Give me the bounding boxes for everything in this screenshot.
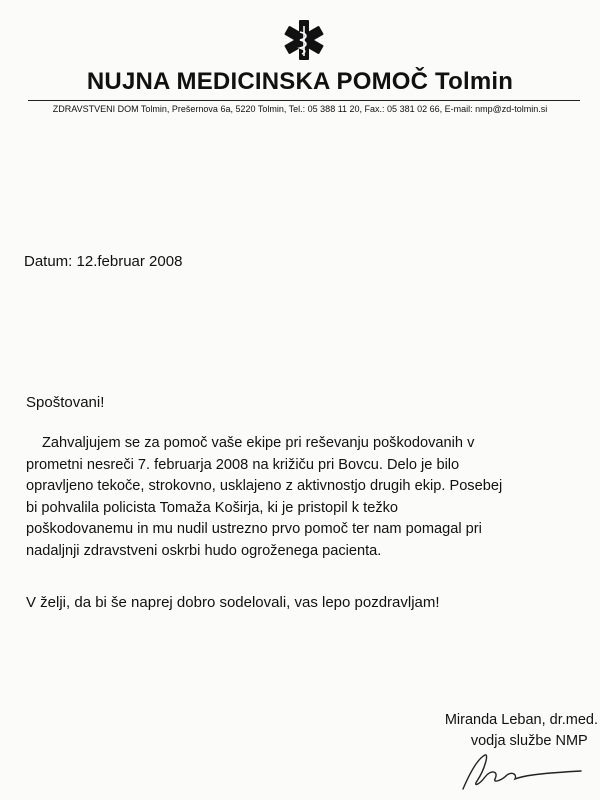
salutation: Spoštovani!	[26, 394, 105, 411]
body-line: poškodovanemu in mu nudil ustrezno prvo pomoč ter nam pomagal pri	[26, 521, 482, 537]
body-line: prometni nesreči 7. februarja 2008 na križiču pri Bovcu. Delo je bilo	[26, 456, 460, 473]
star-of-life-icon	[282, 18, 326, 62]
closing-sentence: V želji, da bi še naprej dobro sodelovali, vas lepo pozdravljam!	[26, 594, 440, 611]
letter-date: Datum: 12.februar 2008	[24, 253, 183, 270]
body-line: bi pohvalila policista Tomaža Koširja, ki je pristopil k težko	[26, 499, 399, 516]
signer-role: vodja službe NMP	[470, 733, 588, 749]
contact-line: ZDRAVSTVENI DOM Tolmin, Prešernova 6a, 5220 Tolmin, Tel.: 05 388 11 20, Fax.: 05 381 02 66, E-mail: nmp@zd-tolmin.si	[52, 104, 548, 114]
header-divider	[28, 100, 580, 101]
handwritten-signature	[455, 745, 585, 795]
signer-name: Miranda Leban, dr.med.	[444, 712, 598, 728]
body-line: Zahvaljujem se za pomoč vaše ekipe pri reševanju poškodovanih v	[42, 435, 475, 451]
body-line: nadaljnji zdravstveni oskrbi hudo ogroženega pacienta.	[26, 542, 382, 559]
organization-title: NUJNA MEDICINSKA POMOČ Tolmin	[86, 68, 514, 95]
body-line: opravljeno tekoče, strokovno, usklajeno z aktivnostjo drugih ekip. Posebej	[26, 478, 503, 494]
letter-body	[26, 433, 596, 562]
